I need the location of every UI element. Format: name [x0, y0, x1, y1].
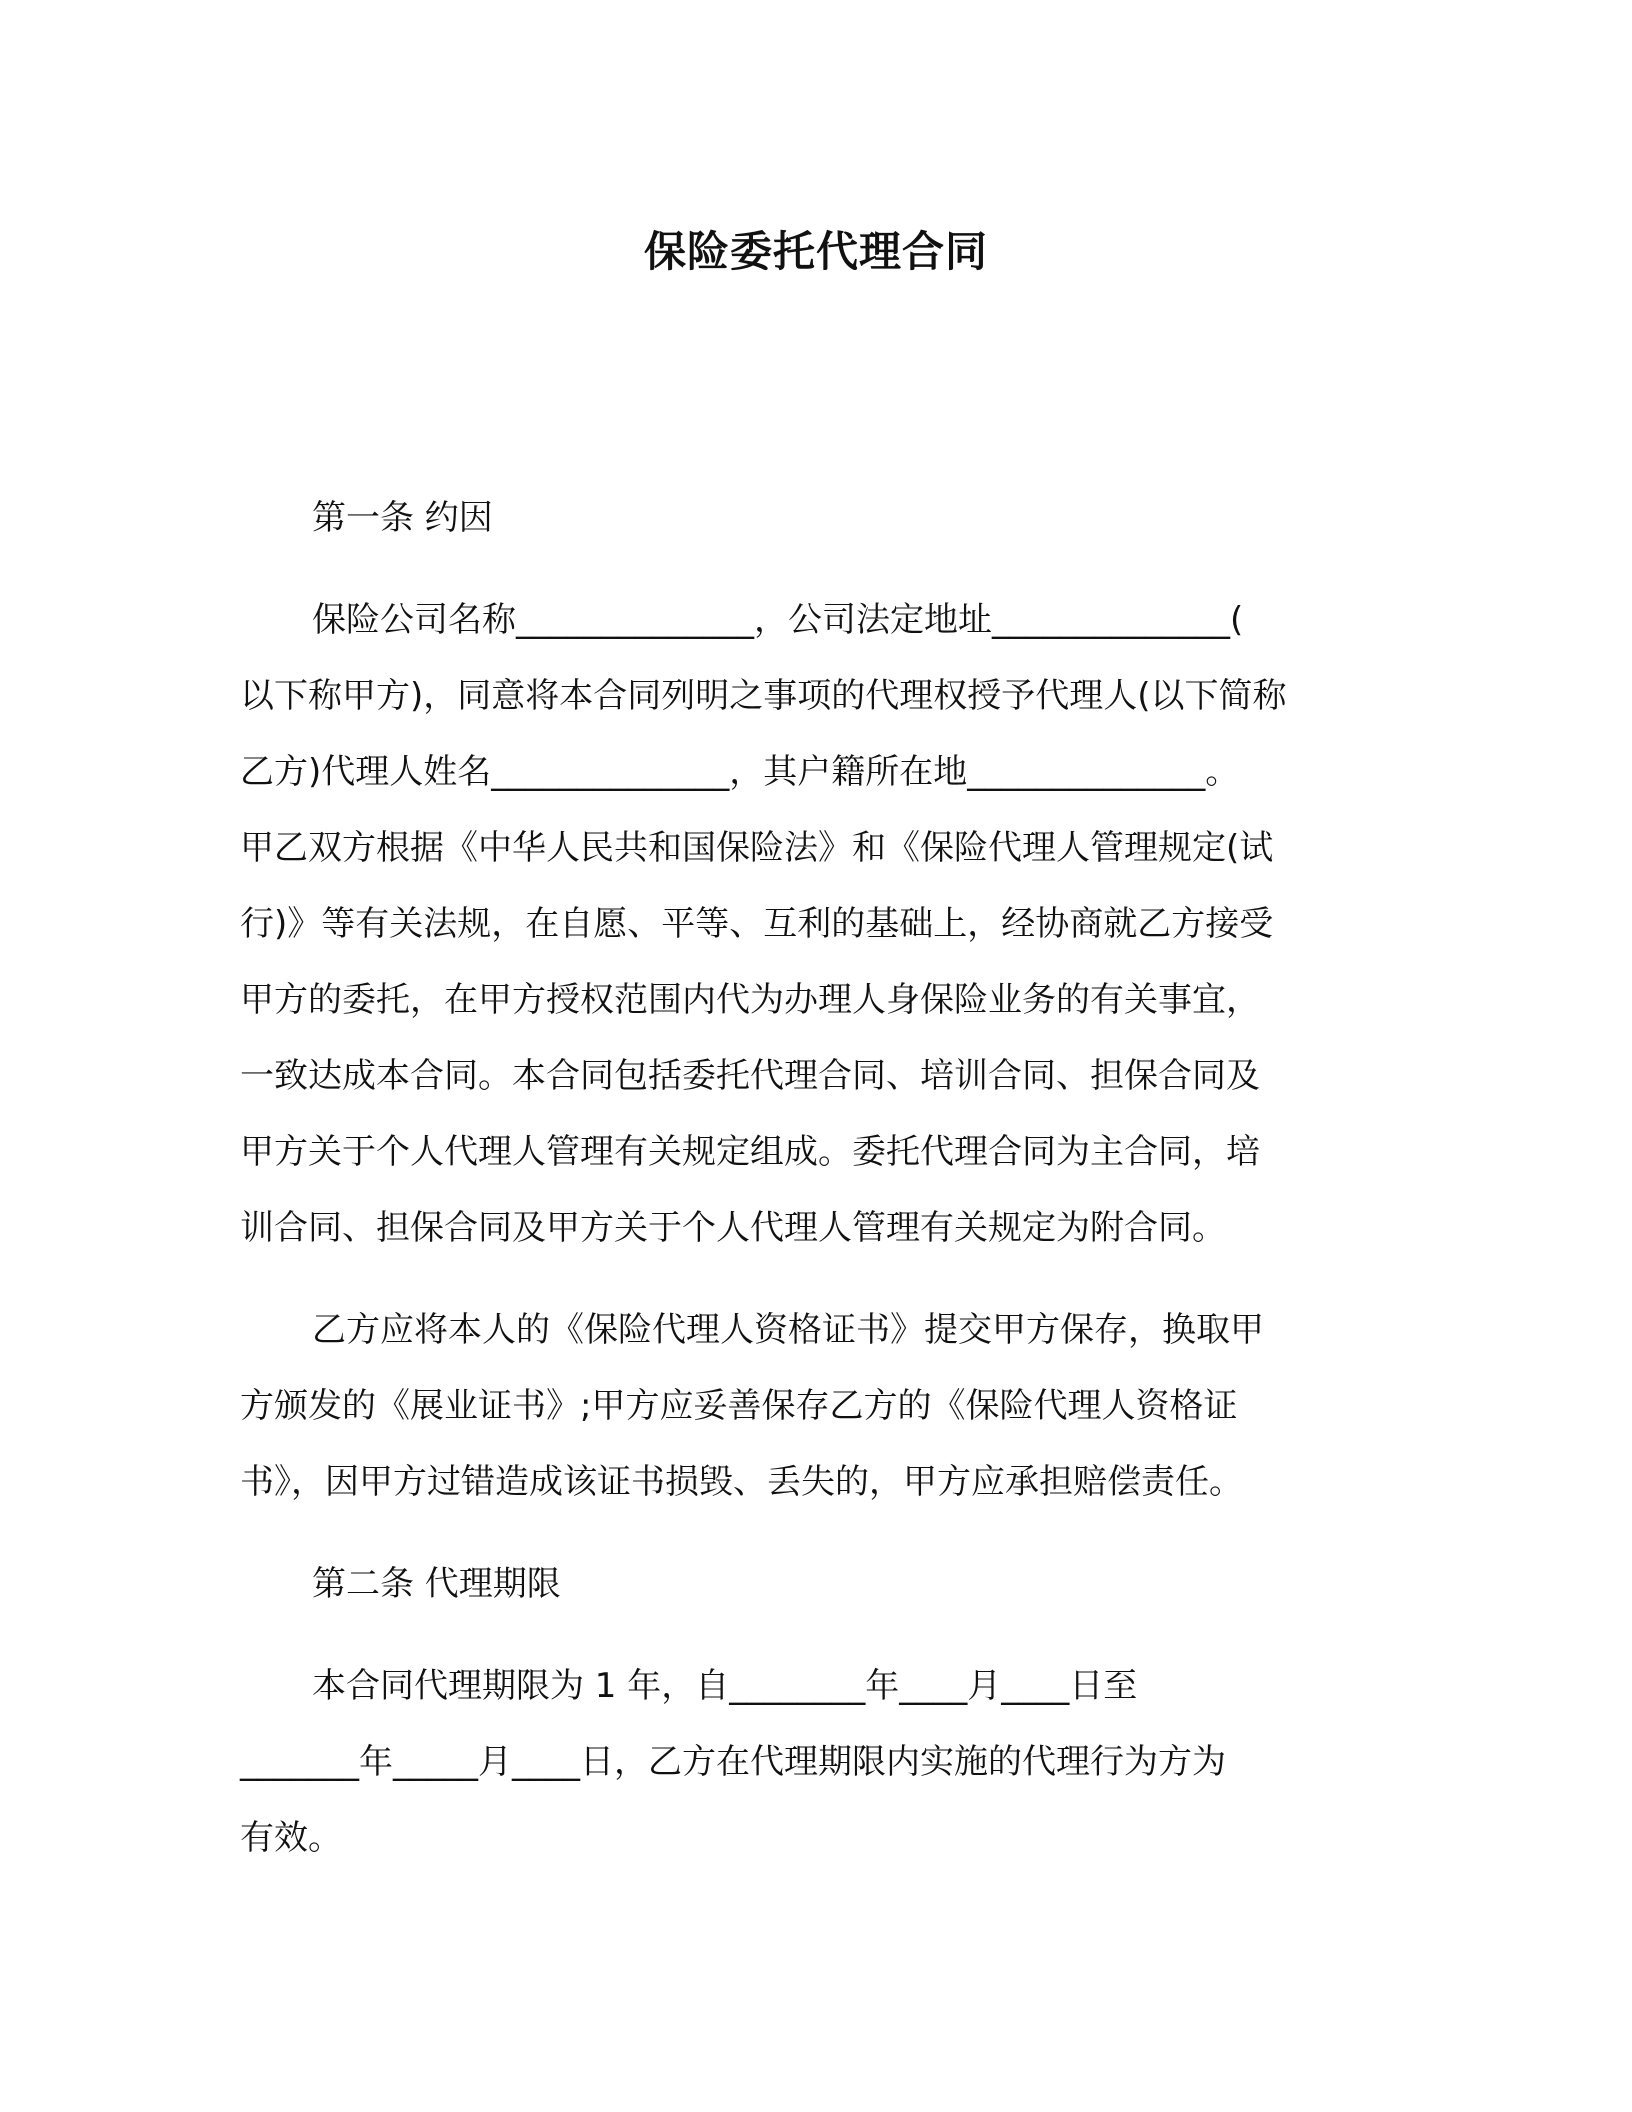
paragraph-line: 以下称甲方)，同意将本合同列明之事项的代理权授予代理人(以下简称 [240, 676, 1287, 716]
paragraph-line: _______年_____月____日，乙方在代理期限内实施的代理行为方为 [240, 1742, 1226, 1782]
section-2-heading: 第二条 代理期限 [312, 1564, 561, 1604]
section-1-paragraph-1 [240, 582, 1380, 1266]
paragraph-line: 一致达成本合同。本合同包括委托代理合同、培训合同、担保合同及 [240, 1056, 1260, 1096]
paragraph-line: 乙方)代理人姓名______________，其户籍所在地______________。 [240, 752, 1240, 792]
section-1-paragraph-2 [240, 1292, 1380, 1520]
paragraph-line: 有效。 [240, 1818, 342, 1858]
paragraph-line: 乙方应将本人的《保险代理人资格证书》提交甲方保存，换取甲 [312, 1310, 1264, 1350]
paragraph-line: 甲乙双方根据《中华人民共和国保险法》和《保险代理人管理规定(试 [240, 828, 1274, 868]
paragraph-line: 训合同、担保合同及甲方关于个人代理人管理有关规定为附合同。 [240, 1208, 1226, 1248]
paragraph-line: 方颁发的《展业证书》;甲方应妥善保存乙方的《保险代理人资格证 [240, 1386, 1238, 1426]
paragraph-line: 本合同代理期限为 1 年，自________年____月____日至 [312, 1666, 1138, 1706]
section-2-paragraph-1 [240, 1648, 1380, 1876]
paragraph-line: 书》，因甲方过错造成该证书损毁、丢失的，甲方应承担赔偿责任。 [240, 1462, 1243, 1502]
section-1-heading: 第一条 约因 [312, 498, 493, 538]
paragraph-line: 甲方关于个人代理人管理有关规定组成。委托代理合同为主合同，培 [240, 1132, 1260, 1172]
paragraph-line: 甲方的委托，在甲方授权范围内代为办理人身保险业务的有关事宜， [240, 980, 1260, 1020]
document-title: 保险委托代理合同 [643, 227, 988, 276]
paragraph-line: 行)》等有关法规，在自愿、平等、互利的基础上，经协商就乙方接受 [240, 904, 1274, 944]
document-body [240, 480, 1380, 1902]
paragraph-line: 保险公司名称______________，公司法定地址______________( [312, 600, 1244, 640]
